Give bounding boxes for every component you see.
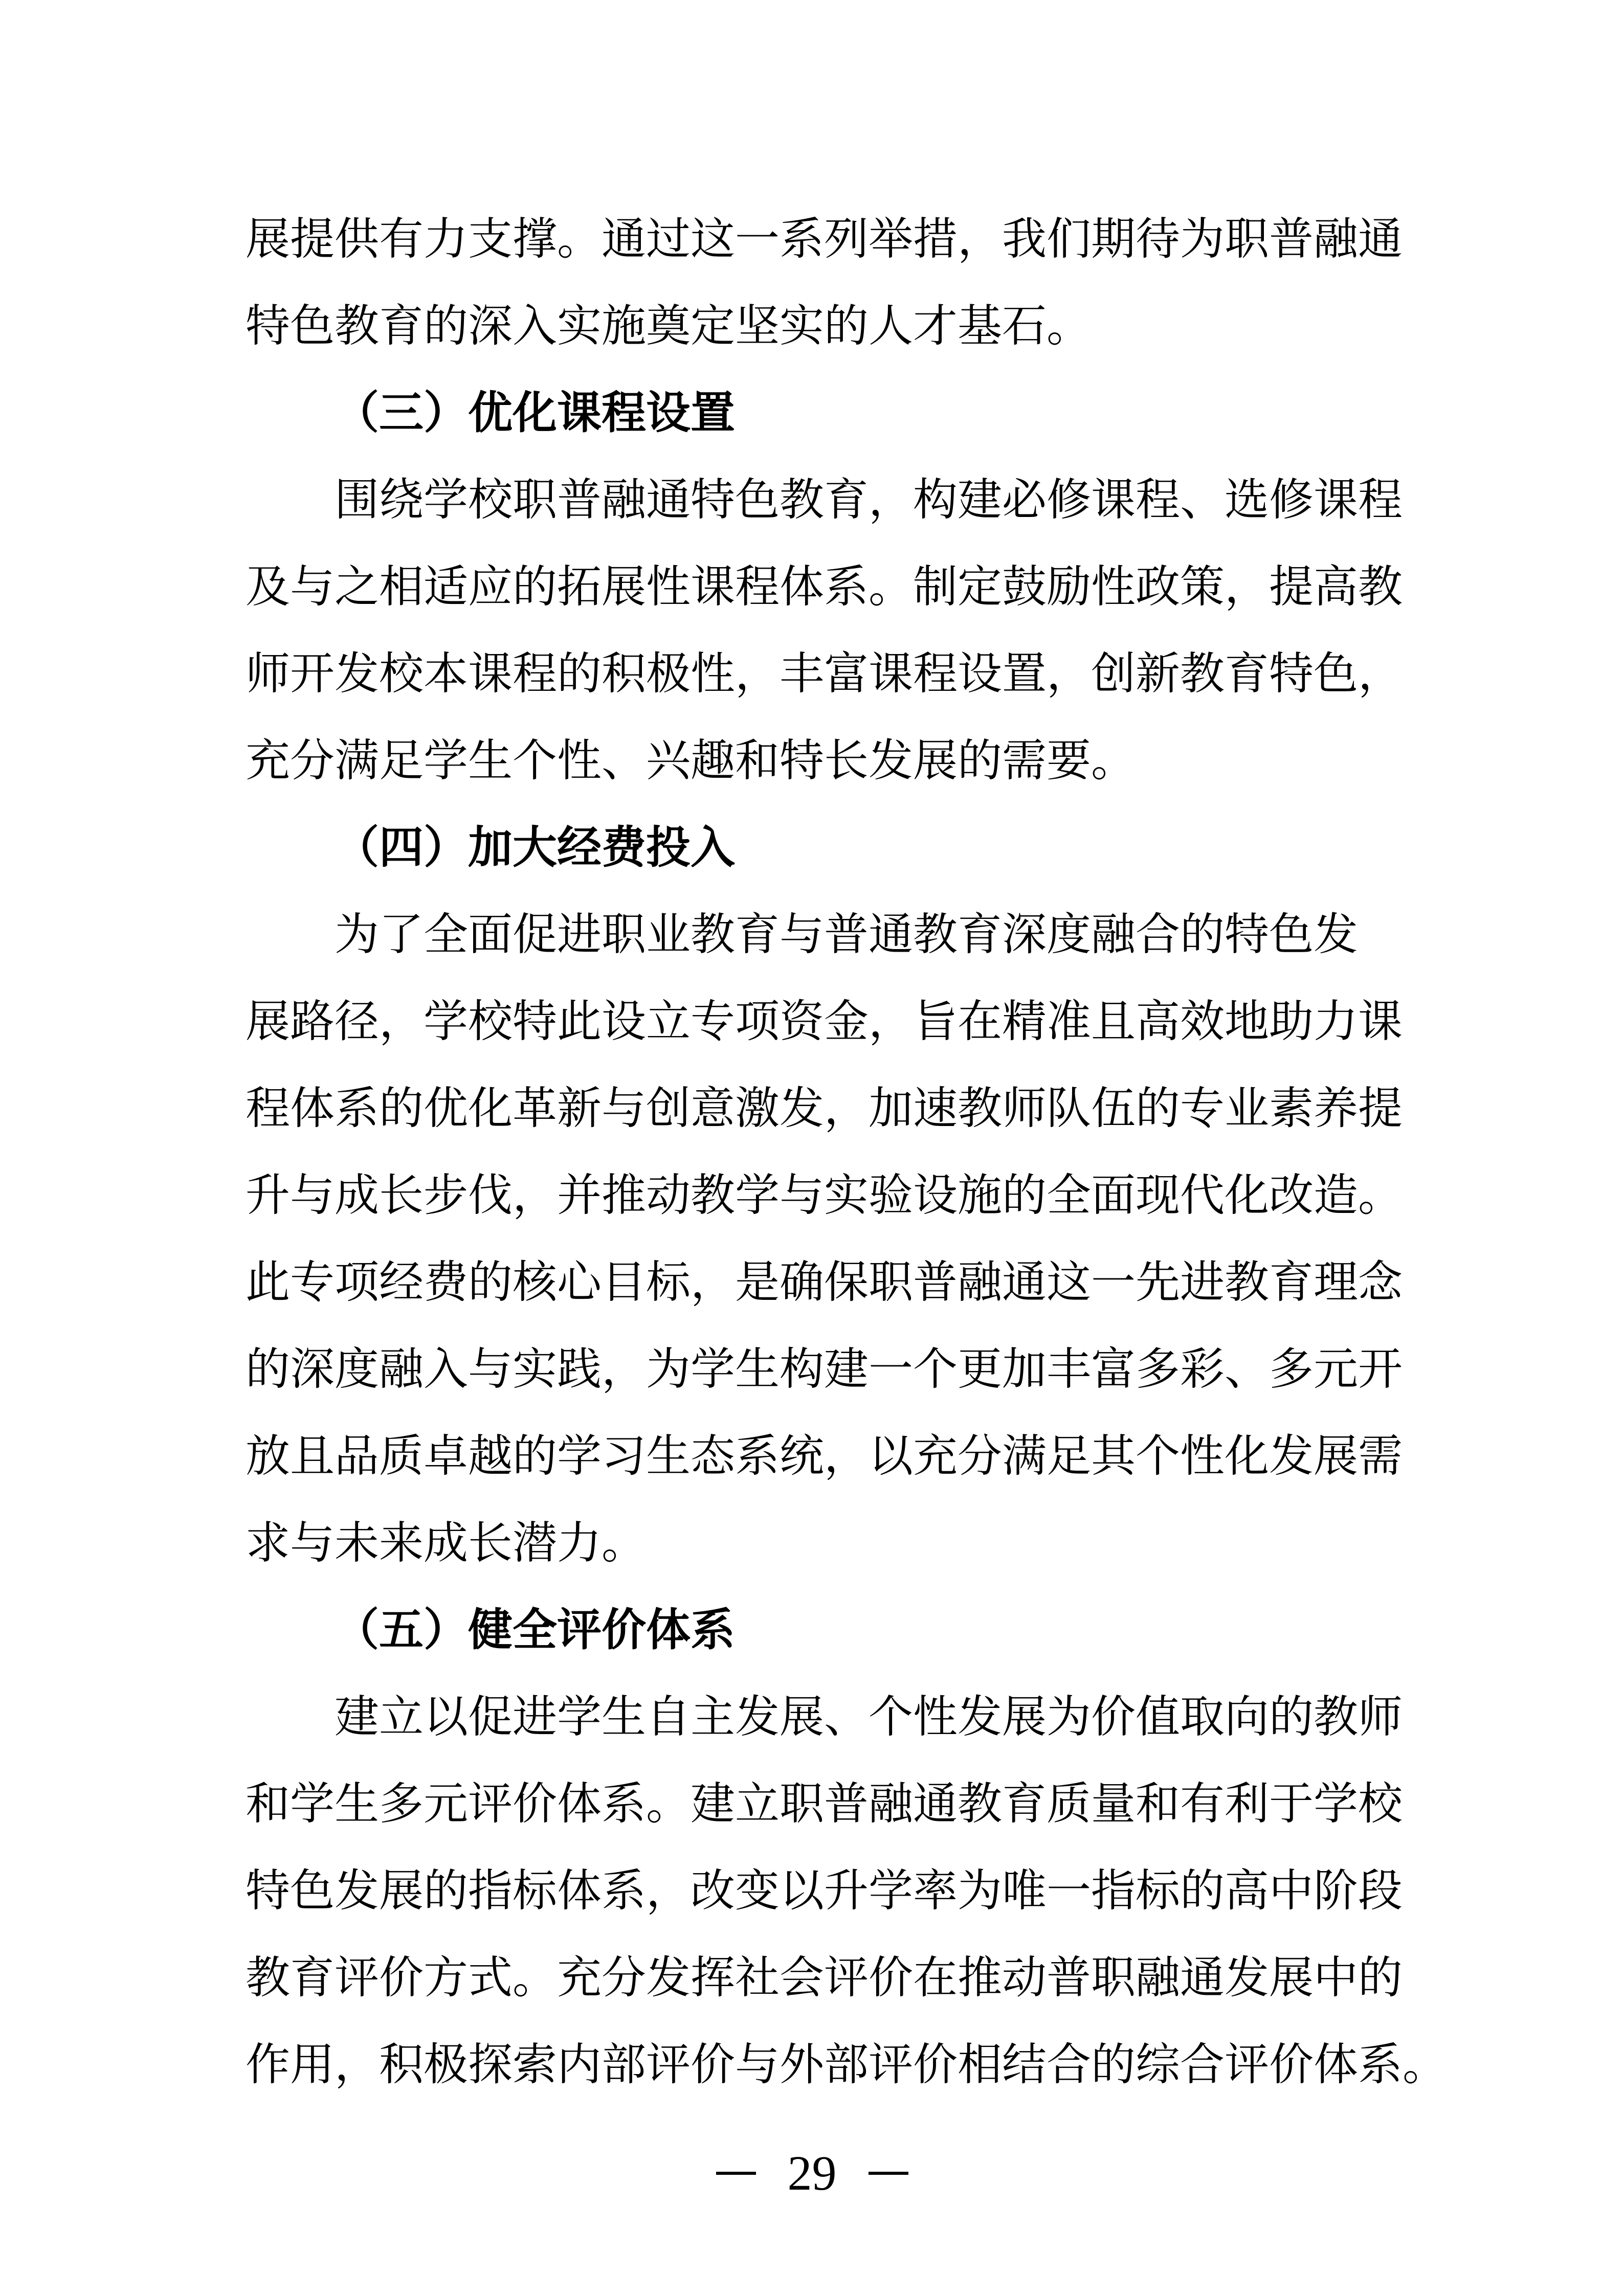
text-line: 建立以促进学生自主发展、个性发展为价值取向的教师 [335, 1692, 1403, 1742]
section-heading: （四）加大经费投入 [335, 823, 735, 872]
text-line: 升与成长步伐，并推动教学与实验设施的全面现代化改造。 [246, 1170, 1403, 1220]
footer-dash-left [716, 2172, 756, 2175]
text-line: 特色发展的指标体系，改变以升学率为唯一指标的高中阶段 [246, 1866, 1403, 1916]
text-line: 师开发校本课程的积极性，丰富课程设置，创新教育特色， [246, 649, 1403, 699]
section-heading: （五）健全评价体系 [335, 1605, 735, 1655]
text-line: 特色教育的深入实施奠定坚实的人才基石。 [246, 301, 1091, 351]
text-line: 教育评价方式。充分发挥社会评价在推动普职融通发展中的 [246, 1953, 1403, 2002]
text-line: 的深度融入与实践，为学生构建一个更加丰富多彩、多元开 [246, 1344, 1403, 1394]
text-line: 放且品质卓越的学习生态系统，以充分满足其个性化发展需 [246, 1431, 1403, 1481]
text-line: 围绕学校职普融通特色教育，构建必修课程、选修课程 [335, 475, 1403, 525]
text-line: 求与未来成长潜力。 [246, 1518, 646, 1568]
text-line: 为了全面促进职业教育与普通教育深度融合的特色发 [335, 910, 1358, 959]
text-line: 展路径，学校特此设立专项资金，旨在精准且高效地助力课 [246, 997, 1403, 1046]
text-line: 充分满足学生个性、兴趣和特长发展的需要。 [246, 736, 1136, 785]
text-line: 程体系的优化革新与创意激发，加速教师队伍的专业素养提 [246, 1084, 1403, 1133]
section-heading: （三）优化课程设置 [335, 388, 735, 438]
text-line: 展提供有力支撑。通过这一系列举措，我们期待为职普融通 [246, 214, 1403, 264]
page-number: 29 [787, 2146, 837, 2200]
page-footer [0, 2140, 1624, 2207]
text-line: 此专项经费的核心目标，是确保职普融通这一先进教育理念 [246, 1257, 1403, 1307]
text-line: 及与之相适应的拓展性课程体系。制定鼓励性政策，提高教 [246, 562, 1403, 612]
document-body [246, 196, 1447, 2108]
footer-dash-right [869, 2172, 908, 2175]
text-line: 和学生多元评价体系。建立职普融通教育质量和有利于学校 [246, 1779, 1403, 1829]
text-line: 作用，积极探索内部评价与外部评价相结合的综合评价体系。 [246, 2040, 1447, 2089]
